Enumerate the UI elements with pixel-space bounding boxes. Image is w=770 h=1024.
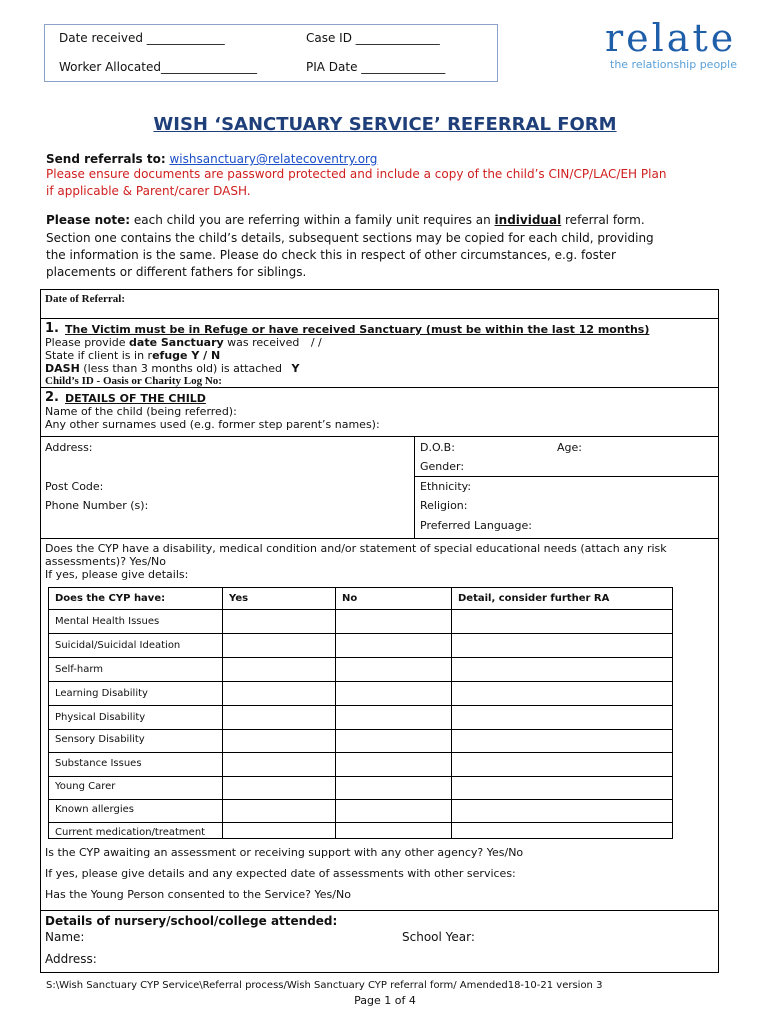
page-title: WISH ‘SANCTUARY SERVICE’ REFERRAL FORM xyxy=(153,114,617,135)
password-note-1: Please ensure documents are password protected and include a copy of the child’s CIN/CP/LAC/EH Plan xyxy=(46,167,667,181)
logo-tagline: the relationship people xyxy=(610,58,737,71)
consent-question[interactable]: Has the Young Person consented to the Service? Yes/No xyxy=(45,888,351,901)
date-slashes: / / xyxy=(310,336,322,349)
referral-form xyxy=(40,289,719,973)
date-of-referral-field[interactable]: Date of Referral: xyxy=(45,293,126,305)
table-row: Suicidal/Suicidal Ideation xyxy=(55,640,181,651)
note-line-2: Section one contains the child’s details, subsequent sections may be copied for each child, providing xyxy=(46,231,654,245)
table-row: Learning Disability xyxy=(55,688,148,699)
school-address-field[interactable]: Address: xyxy=(45,952,97,966)
table-row: Physical Disability xyxy=(55,712,146,723)
note-line-1 xyxy=(46,212,726,229)
dash-yes: Y xyxy=(291,362,300,375)
dash-text: (less than 3 months old) is attached xyxy=(83,362,282,375)
language-field[interactable]: Preferred Language: xyxy=(420,519,532,532)
religion-field[interactable]: Religion: xyxy=(420,499,468,512)
table-row: Sensory Disability xyxy=(55,734,145,745)
refuge-yn: efuge Y / N xyxy=(152,349,221,362)
phone-field[interactable]: Phone Number (s): xyxy=(45,499,149,512)
table-row: Self-harm xyxy=(55,664,104,675)
relate-logo xyxy=(605,16,755,71)
office-use-box xyxy=(44,24,498,82)
dob-field[interactable]: D.O.B: xyxy=(420,441,455,454)
table-header: Detail, consider further RA xyxy=(458,593,610,604)
received-text: was received xyxy=(227,336,300,349)
case-id-field[interactable]: Case ID ______________ xyxy=(306,31,440,45)
provide-text: Please provide xyxy=(45,336,126,349)
expected-assessments-prompt[interactable]: If yes, please give details and any expected date of assessments with other services: xyxy=(45,867,516,880)
date-received-field[interactable]: Date received _____________ xyxy=(59,31,225,45)
refuge-field[interactable] xyxy=(45,349,220,362)
section-2-heading: DETAILS OF THE CHILD xyxy=(65,392,206,405)
awaiting-assessment-question[interactable]: Is the CYP awaiting an assessment or receiving support with any other agency? Yes/No xyxy=(45,846,524,859)
address-field[interactable]: Address: xyxy=(45,441,93,454)
logo-wordmark: relate xyxy=(605,16,737,60)
age-field[interactable]: Age: xyxy=(557,441,582,454)
table-row: Young Carer xyxy=(55,781,116,792)
pia-date-field[interactable]: PIA Date ______________ xyxy=(306,60,446,74)
worker-allocated-field[interactable]: Worker Allocated________________ xyxy=(59,60,257,74)
footer-path: S:\Wish Sanctuary CYP Service\Referral process/Wish Sanctuary CYP referral form/ Amended18-10-21 version 3 xyxy=(46,980,603,991)
note-line-3: the information is the same. Please do check this in respect of other circumstances, e.g. foster xyxy=(46,248,616,262)
note-individual: individual xyxy=(494,213,562,227)
page-number: Page 1 of 4 xyxy=(354,994,416,1007)
other-surnames-field[interactable]: Any other surnames used (e.g. former step parent’s names): xyxy=(45,418,380,431)
cyp-conditions-table xyxy=(48,587,673,839)
email-link[interactable]: wishsanctuary@relatecoventry.org xyxy=(169,152,378,166)
table-header: Yes xyxy=(229,593,249,604)
disability-question: Does the CYP have a disability, medical condition and/or statement of special educational needs (attach any risk xyxy=(45,542,667,555)
section-2-number: 2. xyxy=(45,390,59,405)
date-sanctuary-text: date Sanctuary xyxy=(129,336,224,349)
table-header: No xyxy=(342,593,358,604)
section-1-heading: The Victim must be in Refuge or have received Sanctuary (must be within the last 12 months) xyxy=(65,323,650,336)
note-label: Please note: xyxy=(46,213,131,227)
dash-field[interactable] xyxy=(45,362,299,375)
ethnicity-field[interactable]: Ethnicity: xyxy=(420,480,472,493)
table-row: Known allergies xyxy=(55,804,134,815)
table-header: Does the CYP have: xyxy=(55,593,166,604)
child-name-field[interactable]: Name of the child (being referred): xyxy=(45,405,237,418)
child-id-field[interactable]: Child’s ID - Oasis or Charity Log No: xyxy=(45,375,222,387)
nursery-heading: Details of nursery/school/college attended: xyxy=(45,914,338,928)
post-code-field[interactable]: Post Code: xyxy=(45,480,104,493)
table-row: Substance Issues xyxy=(55,758,142,769)
note-line-4: placements or different fathers for siblings. xyxy=(46,265,307,279)
gender-field[interactable]: Gender: xyxy=(420,460,465,473)
password-note-2: if applicable & Parent/carer DASH. xyxy=(46,184,251,198)
refuge-text: State if client is in r xyxy=(45,349,153,362)
school-name-field[interactable]: Name: xyxy=(45,930,85,944)
table-row: Mental Health Issues xyxy=(55,616,160,627)
table-row: Current medication/treatment xyxy=(55,827,206,838)
disability-yes-no[interactable]: assessments)? Yes/No xyxy=(45,555,166,568)
disability-details-prompt: If yes, please give details: xyxy=(45,568,189,581)
section-1-number: 1. xyxy=(45,321,59,336)
note-text-a: each child you are referring within a family unit requires an xyxy=(133,213,491,227)
note-text-b: referral form. xyxy=(565,213,645,227)
send-label: Send referrals to: xyxy=(46,152,166,166)
dash-label: DASH xyxy=(45,362,80,375)
sanctuary-date-field[interactable] xyxy=(45,336,322,349)
school-year-field[interactable]: School Year: xyxy=(402,930,475,944)
